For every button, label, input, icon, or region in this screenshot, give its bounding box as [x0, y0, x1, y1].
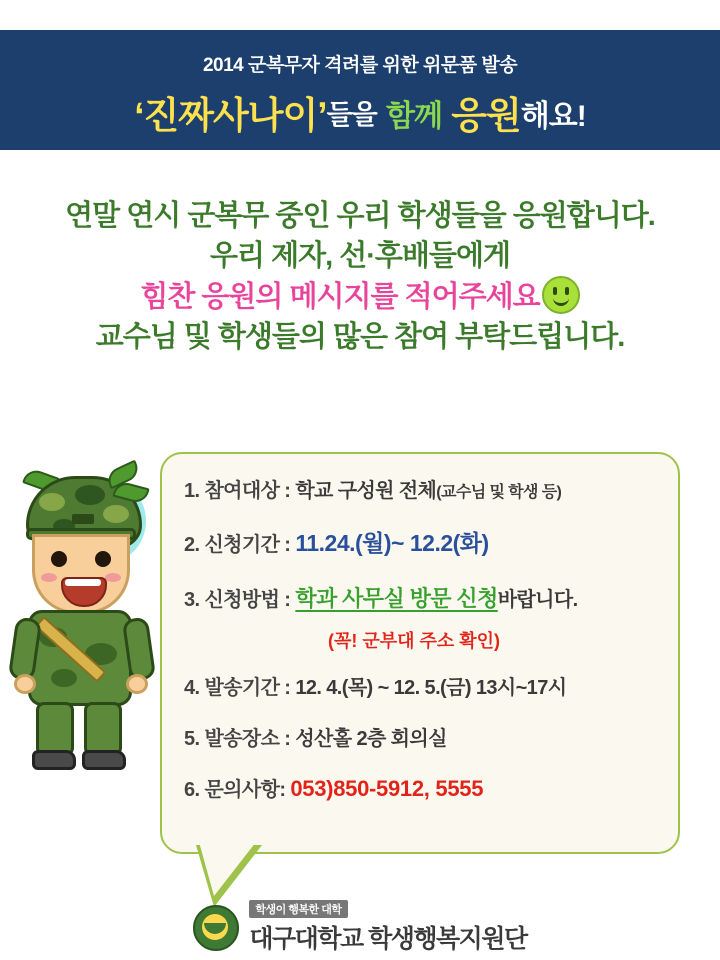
detail-item-participants — [184, 474, 664, 503]
banner-title-part-1: ‘진짜사나이’ — [134, 95, 327, 136]
footer — [0, 900, 720, 956]
detail-item-1-number: 1. — [184, 480, 200, 502]
detail-item-shipping-location — [184, 722, 664, 751]
detail-item-3-suffix: 바랍니다. — [497, 589, 578, 611]
right-boot — [82, 750, 126, 770]
left-hand — [14, 674, 36, 694]
detail-item-5-value: 성산홀 2층 회의실 — [295, 728, 447, 750]
speech-bubble-tail-inner — [199, 842, 256, 896]
detail-item-shipping-period — [184, 671, 664, 700]
character-face — [32, 534, 130, 614]
detail-item-6-label: 문의사항: — [204, 779, 286, 801]
banner-title-part-2: 들을 — [326, 100, 377, 130]
intro-line-3-text: 힘찬 응원의 메시지를 적어주세요 — [140, 281, 540, 313]
detail-item-6-value: 053)850-5912, 5555 — [290, 776, 484, 801]
banner-title-part-3: 함께 — [386, 100, 442, 133]
detail-item-1-value: 학교 구성원 전체 — [295, 480, 437, 502]
intro-line-3 — [0, 276, 720, 317]
right-hand — [126, 674, 148, 694]
detail-item-2-number: 2. — [184, 534, 200, 556]
banner-title-part-5: 해요! — [520, 100, 586, 133]
soldier-character — [10, 468, 160, 788]
right-eye — [95, 551, 111, 567]
footer-tagline: 학생이 행복한 대학 — [249, 900, 347, 918]
detail-item-3-value: 학과 사무실 방문 신청 — [295, 586, 498, 611]
details-list — [184, 474, 664, 802]
intro-line-1: 연말 연시 군복무 중인 우리 학생들을 응원합니다. — [65, 200, 655, 232]
detail-item-1-note: (교수님 및 학생 등) — [436, 484, 562, 501]
header-banner — [0, 30, 720, 150]
helmet-plate — [72, 514, 94, 524]
banner-title — [0, 85, 720, 139]
left-leg — [36, 702, 74, 756]
detail-item-4-number: 4. — [184, 677, 200, 699]
detail-item-2-value: 11.24.(월)~ 12.2(화) — [295, 530, 489, 556]
left-eye — [51, 551, 67, 567]
right-cheek — [105, 573, 121, 582]
address-check-note: (꼭! 군부대 주소 확인) — [327, 631, 501, 651]
detail-item-application-period — [184, 525, 664, 558]
detail-item-5-label: 발송장소 : — [204, 728, 291, 750]
detail-item-6-number: 6. — [184, 779, 200, 801]
intro-paragraph — [0, 196, 720, 357]
left-boot — [32, 750, 76, 770]
banner-title-part-4: 응원 — [451, 95, 521, 136]
detail-item-3-number: 3. — [184, 589, 200, 611]
detail-item-5-number: 5. — [184, 728, 200, 750]
character-uniform — [28, 610, 132, 706]
detail-item-1-label: 참여대상 : — [204, 480, 291, 502]
detail-item-2-label: 신청기간 : — [204, 534, 291, 556]
left-cheek — [41, 573, 57, 582]
intro-line-4: 교수님 및 학생들의 많은 참여 부탁드립니다. — [95, 321, 625, 353]
open-mouth — [61, 577, 107, 607]
detail-item-4-value: 12. 4.(목) ~ 12. 5.(금) 13시~17시 — [295, 677, 567, 699]
detail-item-4-label: 발송기간 : — [204, 677, 291, 699]
university-emblem-icon — [193, 905, 239, 951]
detail-item-contact — [184, 773, 664, 802]
detail-item-3-label: 신청방법 : — [204, 589, 291, 611]
banner-subtitle: 2014 군복무자 격려를 위한 위문품 발송 — [202, 55, 518, 76]
smiley-face-icon — [542, 276, 580, 314]
footer-organization: 대구대학교 학생행복지원단 — [249, 925, 527, 953]
detail-item-application-method — [184, 582, 664, 613]
right-leg — [84, 702, 122, 756]
intro-line-2: 우리 제자, 선·후배들에게 — [210, 240, 510, 272]
